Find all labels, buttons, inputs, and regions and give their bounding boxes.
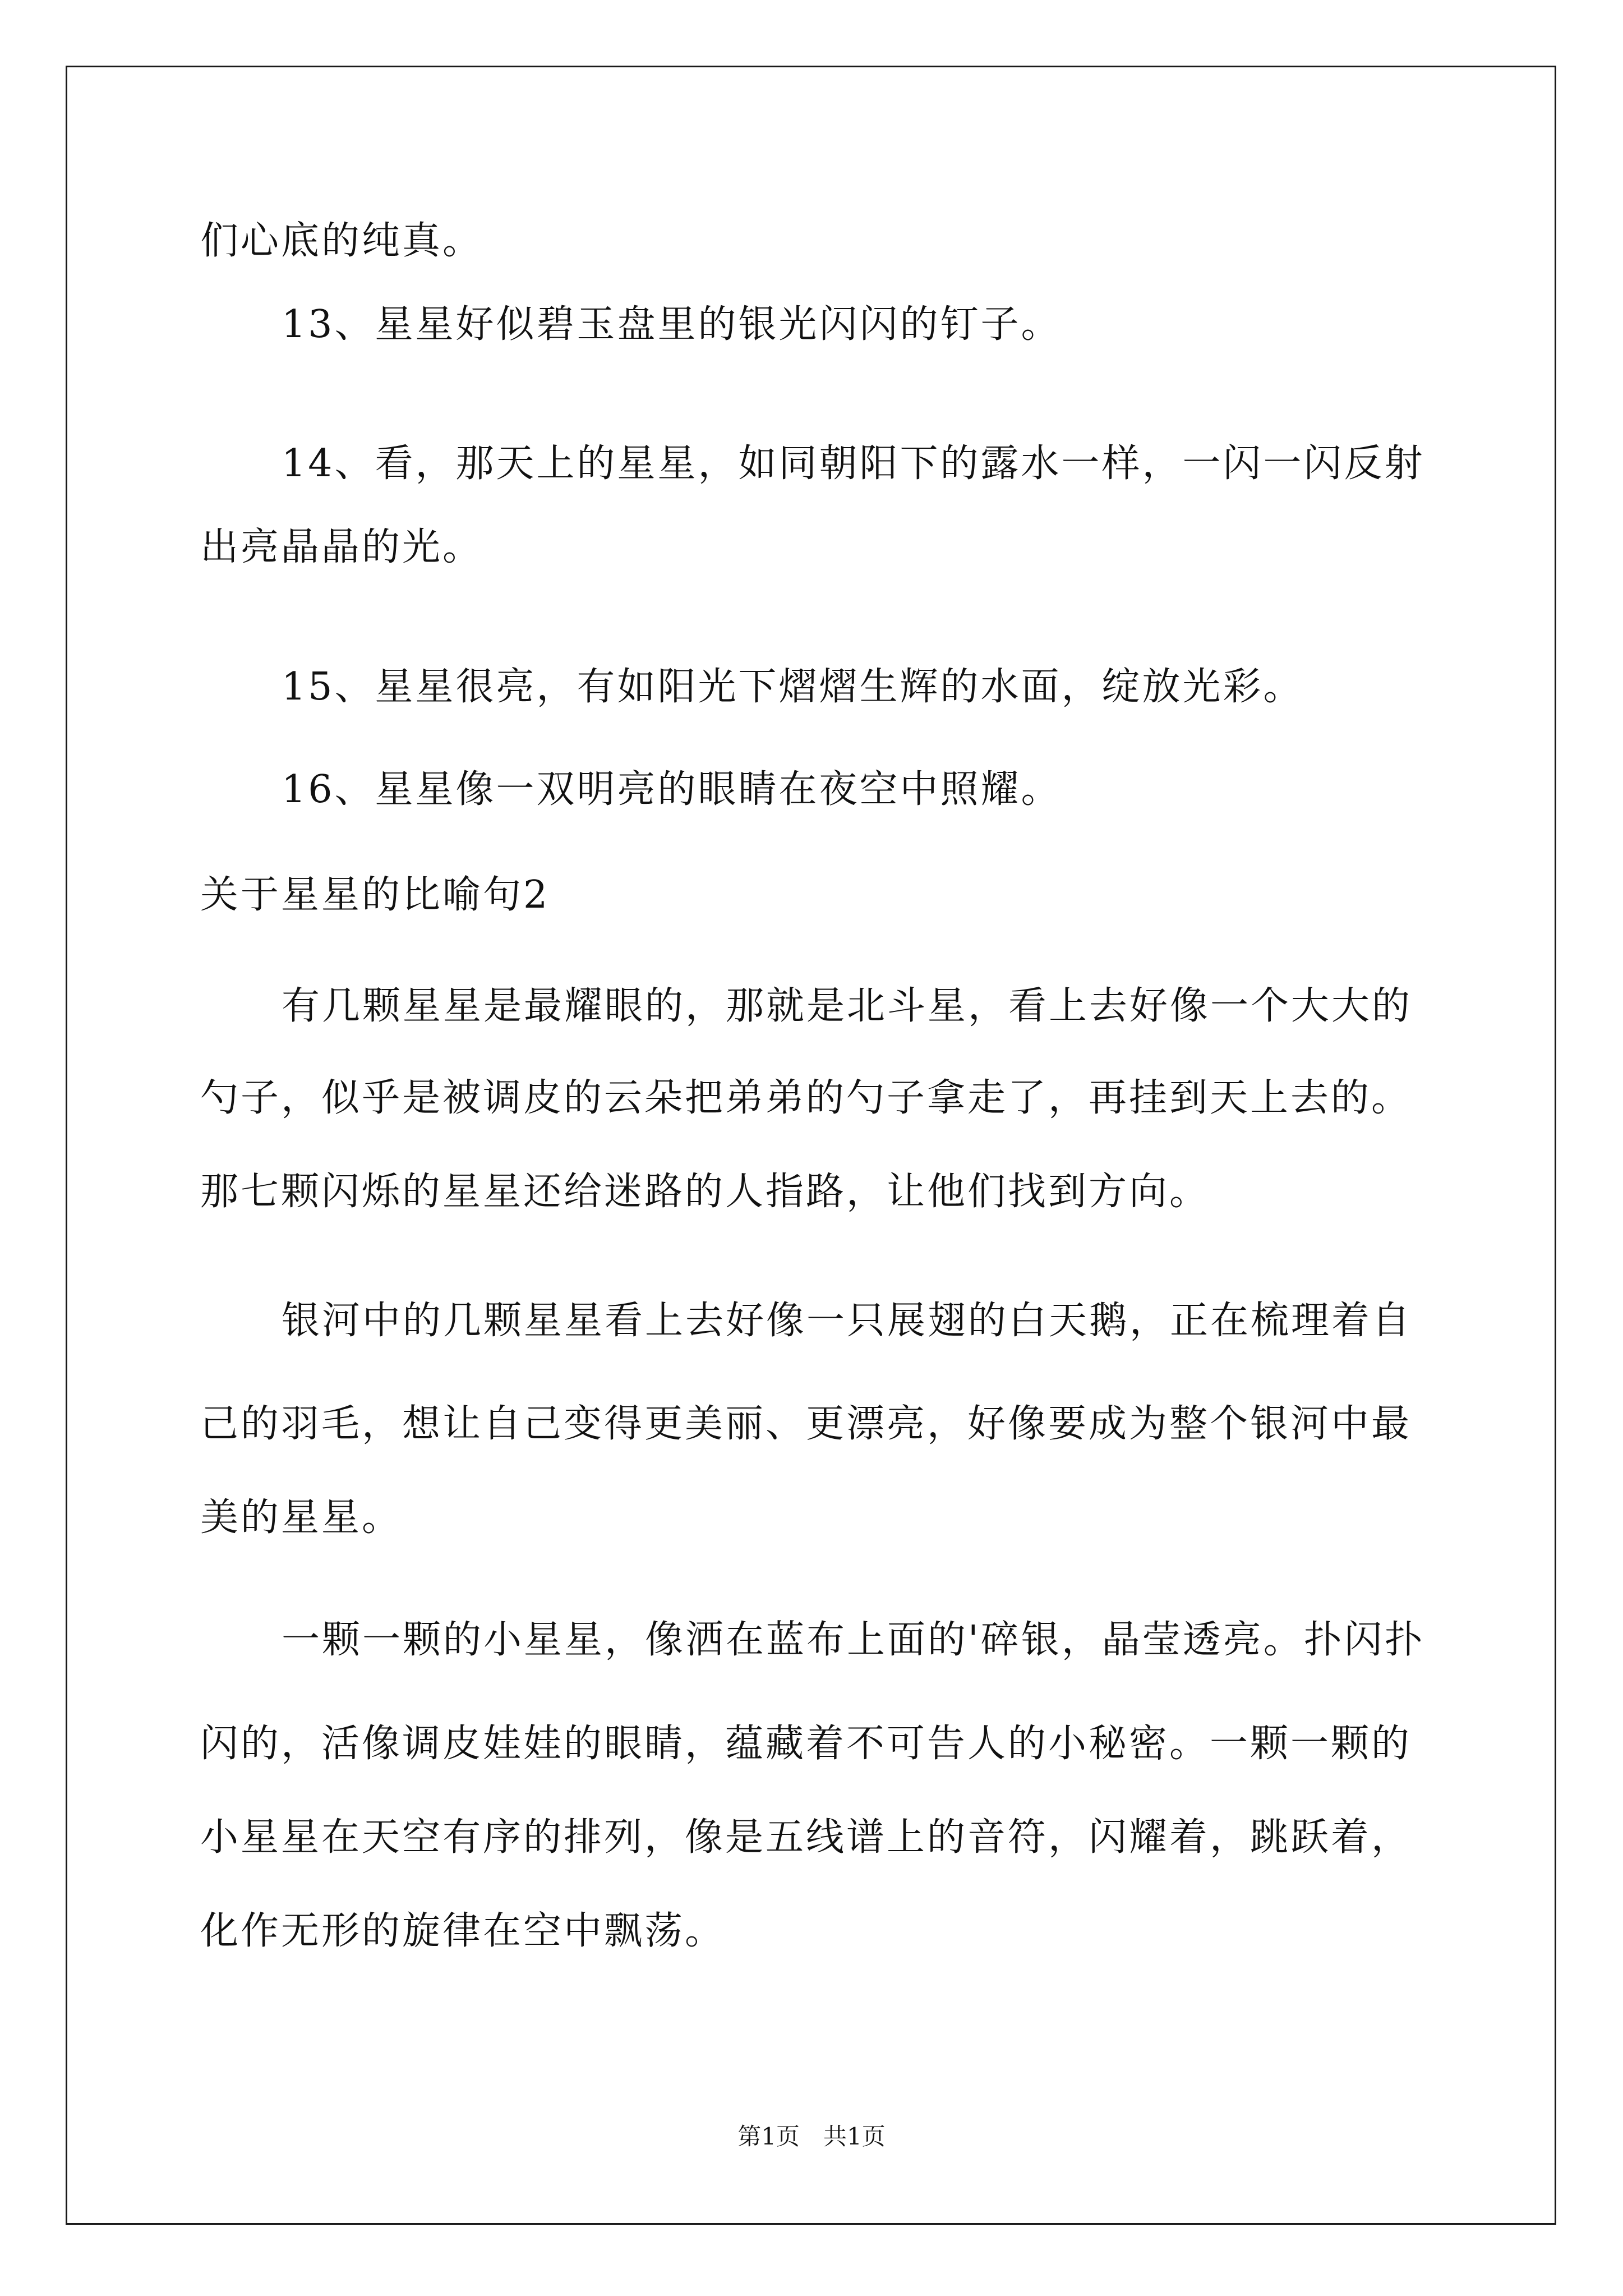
paragraph-line: 己的羽毛，想让自己变得更美丽、更漂亮，好像要成为整个银河中最 xyxy=(200,1402,1412,1446)
page-number-footer: 第1页 共1页 xyxy=(737,2123,886,2150)
text-line: 出亮晶晶的光。 xyxy=(200,525,483,569)
list-item-15: 15、星星很亮，有如阳光下熠熠生辉的水面，绽放光彩。 xyxy=(282,665,1304,709)
paragraph-line: 小星星在天空有序的排列，像是五线谱上的音符，闪耀着，跳跃着， xyxy=(200,1815,1412,1860)
paragraph-line: 那七颗闪烁的星星还给迷路的人指路，让他们找到方向。 xyxy=(200,1170,1210,1214)
paragraph-line: 一颗一颗的小星星，像洒在蓝布上面的'碎银，晶莹透亮。扑闪扑 xyxy=(282,1618,1425,1662)
list-item-16: 16、星星像一双明亮的眼睛在夜空中照耀。 xyxy=(282,767,1062,812)
paragraph-line: 闪的，活像调皮娃娃的眼睛，蕴藏着不可告人的小秘密。一颗一颗的 xyxy=(200,1722,1412,1766)
paragraph-line: 勺子，似乎是被调皮的云朵把弟弟的勺子拿走了，再挂到天上去的。 xyxy=(200,1076,1412,1120)
paragraph-line: 有几颗星星是最耀眼的，那就是北斗星，看上去好像一个大大的 xyxy=(282,984,1413,1028)
page-border xyxy=(66,66,1556,2225)
section-heading: 关于星星的比喻句2 xyxy=(200,873,550,917)
text-line: 们心底的纯真。 xyxy=(200,219,483,263)
list-item-13: 13、星星好似碧玉盘里的银光闪闪的钉子。 xyxy=(282,302,1062,347)
paragraph-line: 化作无形的旋律在空中飘荡。 xyxy=(200,1909,726,1953)
list-item-14: 14、看，那天上的星星，如同朝阳下的露水一样，一闪一闪反射 xyxy=(282,441,1425,486)
paragraph-line: 美的星星。 xyxy=(200,1496,403,1540)
paragraph-line: 银河中的几颗星星看上去好像一只展翅的白天鹅，正在梳理着自 xyxy=(282,1299,1413,1343)
